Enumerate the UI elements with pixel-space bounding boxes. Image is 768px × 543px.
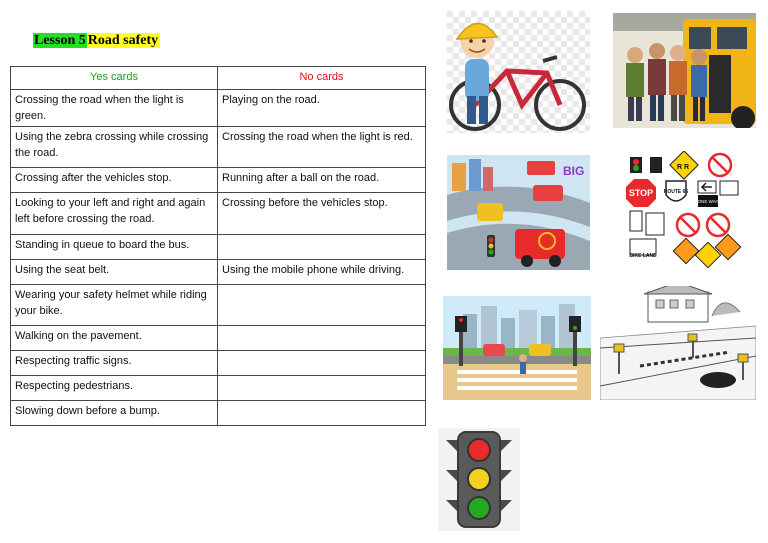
no-card [218, 376, 426, 401]
yes-card: Crossing after the vehicles stop. [11, 168, 218, 193]
traffic-signs-image [624, 151, 744, 273]
table-row [11, 376, 426, 401]
one-way-sign-text: ONE WAY [697, 199, 719, 204]
no-card: Running after a ball on the road. [218, 168, 426, 193]
yes-card: Using the seat belt. [11, 260, 218, 285]
no-card: Crossing before the vehicles stop. [218, 193, 426, 235]
yes-card: Respecting traffic signs. [11, 351, 218, 376]
table-row [11, 235, 426, 260]
table-row [11, 127, 426, 168]
no-card [218, 351, 426, 376]
table-row [11, 326, 426, 351]
no-cards-header: No cards [218, 67, 426, 90]
route-sign-text: ROUTE 66 [663, 189, 689, 195]
no-card: Playing on the road. [218, 90, 426, 127]
no-card: Using the mobile phone while driving. [218, 260, 426, 285]
lesson-number: Lesson 5 [34, 33, 86, 48]
railroad-sign-text: R R [677, 164, 690, 171]
table-row [11, 285, 426, 326]
no-card: Crossing the road when the light is red. [218, 127, 426, 168]
no-card [218, 285, 426, 326]
big-street-sign: BIG [563, 164, 585, 178]
yes-card: Crossing the road when the light is green. [11, 90, 218, 127]
yes-card: Slowing down before a bump. [11, 401, 218, 426]
cartoon-traffic-image [447, 155, 590, 270]
no-card [218, 235, 426, 260]
stop-sign-text: STOP [628, 188, 654, 198]
table-row [11, 90, 426, 127]
yes-card: Looking to your left and right and again left before crossing the road. [11, 193, 218, 235]
speed-bump-image [600, 286, 756, 400]
lesson-topic: Road safety [87, 33, 159, 48]
table-row [11, 351, 426, 376]
yes-cards-header: Yes cards [11, 67, 218, 90]
bike-lane-sign-text: BIKE LANE [629, 253, 657, 259]
no-card [218, 401, 426, 426]
no-card [218, 326, 426, 351]
yes-card: Using the zebra crossing while crossing the road. [11, 127, 218, 168]
table-row [11, 168, 426, 193]
yes-card: Walking on the pavement. [11, 326, 218, 351]
table-row [11, 193, 426, 235]
yes-card: Standing in queue to board the bus. [11, 235, 218, 260]
table-row [11, 260, 426, 285]
child-bicycle-image [447, 11, 590, 133]
bus-queue-image [613, 13, 756, 128]
table-header-row [11, 67, 426, 90]
yes-card: Respecting pedestrians. [11, 376, 218, 401]
lesson-title [33, 33, 160, 49]
cards-table [10, 66, 426, 426]
traffic-light-image [438, 428, 520, 531]
table-row [11, 401, 426, 426]
yes-card: Wearing your safety helmet while riding your bike. [11, 285, 218, 326]
zebra-crossing-image [443, 296, 591, 400]
